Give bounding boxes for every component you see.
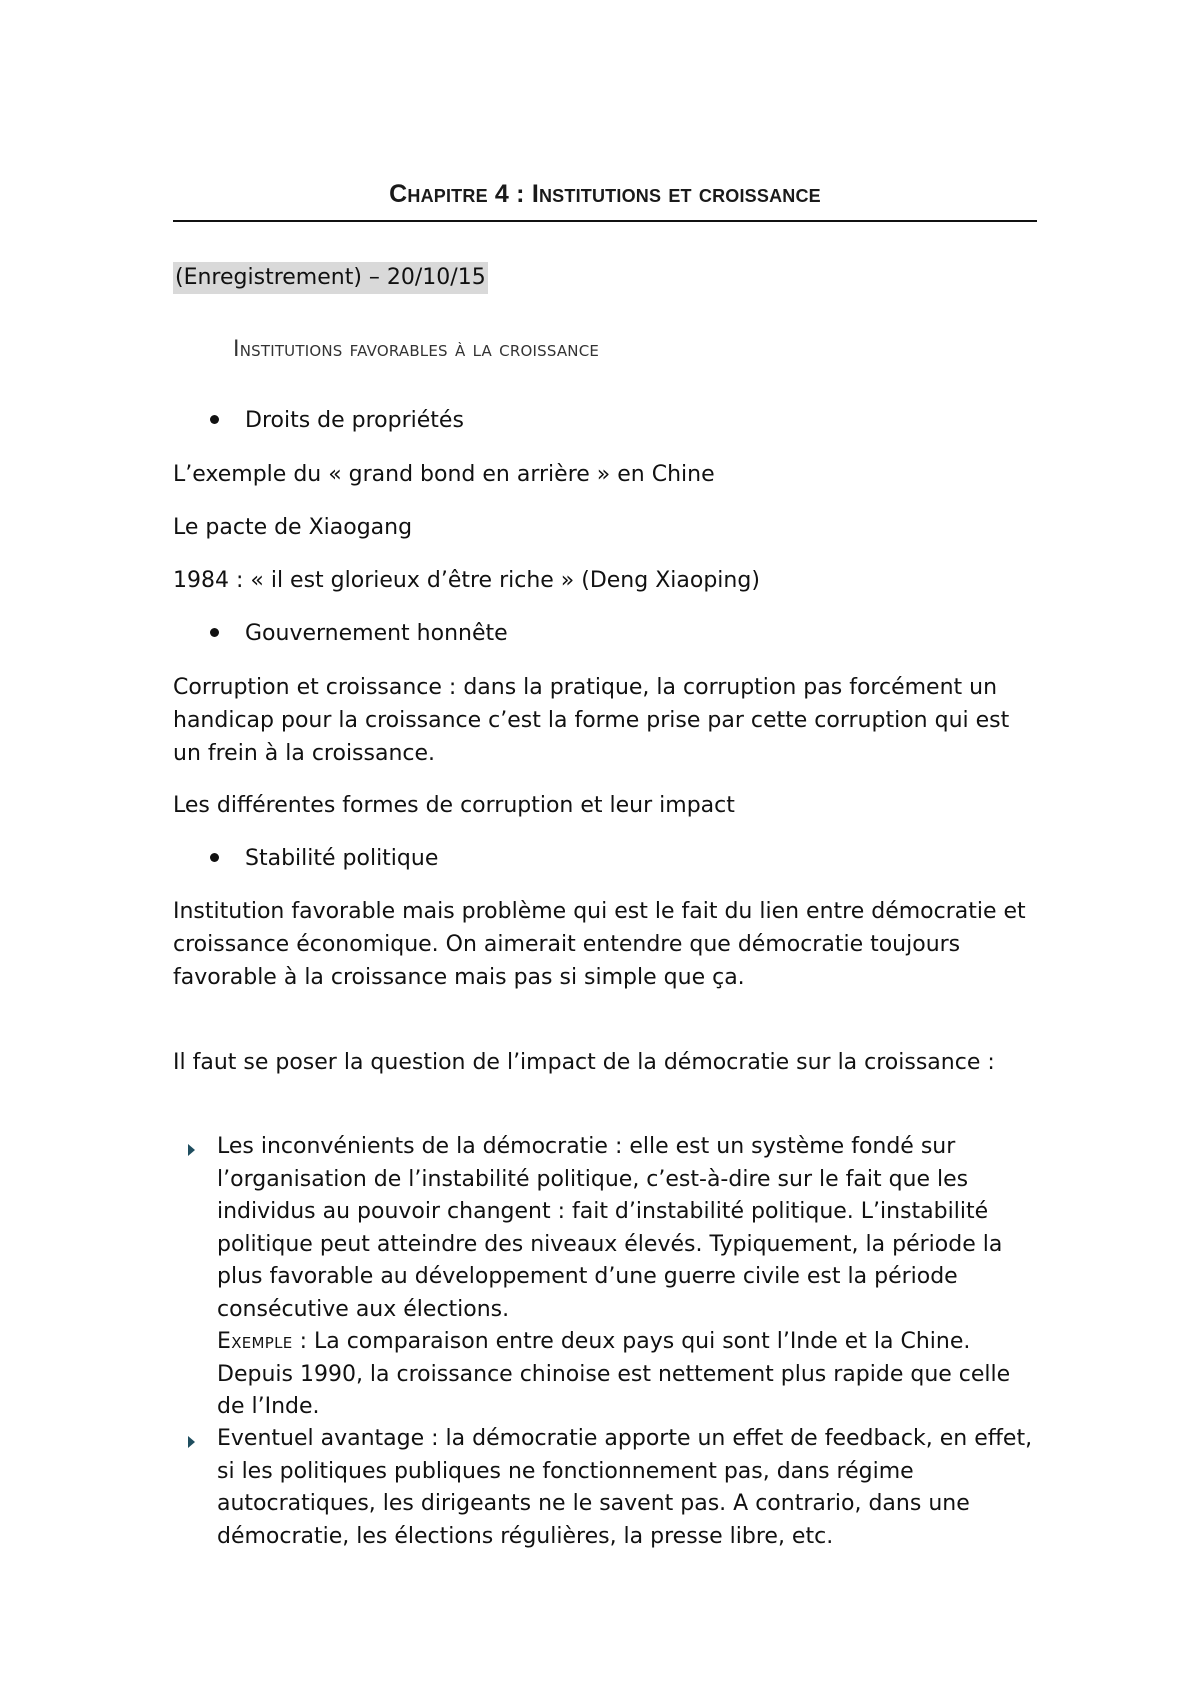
- list-item: [217, 1423, 1037, 1553]
- bullet-dot-icon: [210, 415, 219, 424]
- bullet-label: Stabilité politique: [245, 846, 439, 871]
- paragraph: L’exemple du « grand bond en arrière » en Chine: [173, 462, 715, 487]
- bullet-label: Gouvernement honnête: [245, 621, 508, 646]
- bullet-item: [210, 617, 508, 650]
- paragraph: Corruption et croissance : dans la pratique, la corruption pas forcément un handicap pour la croissance c’est la forme prise par cette corruption qui est un frein à la croissance.: [173, 675, 1010, 766]
- bullet-label: Droits de propriétés: [245, 408, 464, 433]
- paragraph: Institution favorable mais problème qui est le fait du lien entre démocratie et croissance économique. On aimerait entendre que démocratie toujours favorable à la croissance mais pas si simple que ça.: [173, 899, 1026, 990]
- recording-date: (Enregistrement) – 20/10/15: [173, 262, 488, 294]
- bullet-item: [210, 404, 464, 437]
- chapter-title: Chapitre 4 : Institutions et croissance: [389, 180, 821, 208]
- section-heading: Institutions favorables à la croissance: [233, 337, 600, 362]
- paragraph: Le pacte de Xiaogang: [173, 515, 413, 540]
- example-text: : La comparaison entre deux pays qui sont l’Inde et la Chine. Depuis 1990, la croissance chinoise est nettement plus rapide que celle de l’Inde.: [217, 1329, 1011, 1419]
- list-item-text: Les inconvénients de la démocratie : elle est un système fondé sur l’organisation de l’instabilité politique, c’est-à-dire sur le fait que les individus au pouvoir changent : fait d’instabilité politique. L’instabilité politique peut atteindre des niveaux élevés. Typiquement, la période la plus favorable au développement d’une guerre civile est la période consécutive aux élections.: [217, 1134, 1003, 1322]
- list-item-text: Eventuel avantage : la démocratie apporte un effet de feedback, en effet, si les politiques publiques ne fonctionnement pas, dans régime autocratiques, les dirigeants ne le savent pas. A contrario, dans une démocratie, les élections régulières, la presse libre, etc.: [217, 1426, 1033, 1549]
- paragraph: 1984 : « il est glorieux d’être riche » (Deng Xiaoping): [173, 568, 760, 593]
- bullet-item: [210, 842, 438, 875]
- list-item: [217, 1131, 1037, 1424]
- paragraph: Les différentes formes de corruption et leur impact: [173, 793, 735, 818]
- example-label: Exemple: [217, 1329, 293, 1354]
- bullet-dot-icon: [210, 628, 219, 637]
- title-underline: [173, 220, 1037, 222]
- arrow-bullet-icon: [188, 1144, 195, 1156]
- paragraph: Il faut se poser la question de l’impact de la démocratie sur la croissance :: [173, 1050, 995, 1075]
- bullet-dot-icon: [210, 853, 219, 862]
- arrow-bullet-icon: [188, 1436, 195, 1448]
